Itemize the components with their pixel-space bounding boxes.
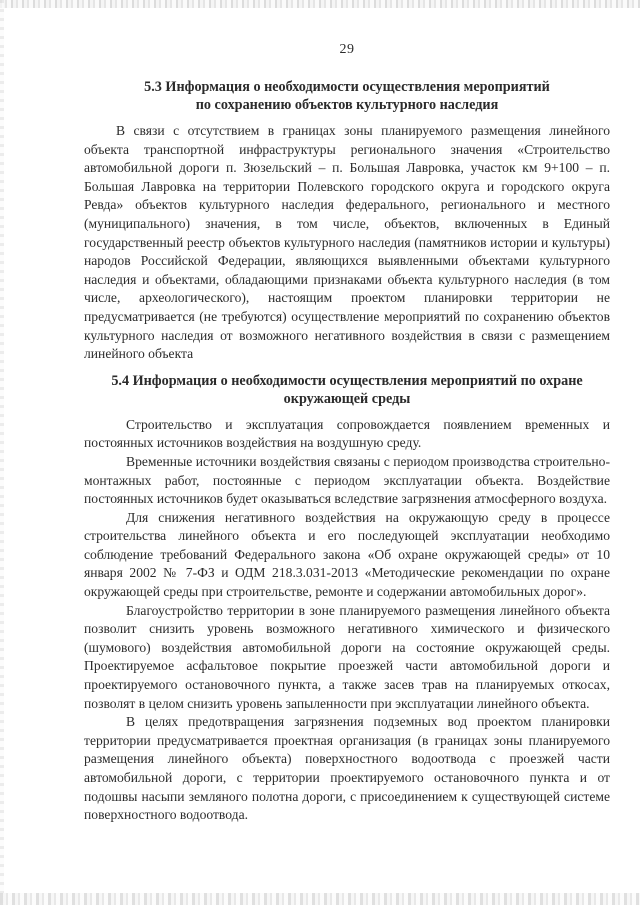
- paragraph: В целях предотвращения загрязнения подземных вод проектом планировки территории предусматривается проектная организация (в границах зоны планируемого размещения линейного объекта) поверхностного водоотвода с проезжей части автомобильной дороги, с территории проектируемого остановочного пункта и от подошвы насыпи земляного полотна дороги, с присоединением к существующей системе поверхностного водоотвода.: [84, 714, 610, 823]
- paragraph: В связи с отсутствием в границах зоны планируемого размещения линейного объекта транспортной инфраструктуры регионального значения «Строительство автомобильной дороги п. Зюзельский – п. Большая Лавровка, участок км 9+100 – п. Большая Лавровка на территории Полевского городского округа и городского округа Ревда» объектов культурного наследия федерального, регионального и местного (муниципального) значения, в том числе, объектов, включенных в Единый государственный реестр объектов культурного наследия (памятников истории и культуры) народов Российской Федерации, являющихся выявленными объектами культурного наследия и объектами, обладающими признаками объекта культурного наследия (в том числе, археологического), настоящим проектом планировки территории не предусматривается (не требуются) осуществление мероприятий по сохранению объектов культурного наследия от возможного негативного воздействия в связи с размещением линейного объекта: [84, 123, 610, 362]
- document-page: [84, 42, 610, 825]
- paragraph: Временные источники воздействия связаны с периодом производства строительно-монтажных работ, постоянные с периодом эксплуатации объекта. Воздействие постоянных источников будет оказываться вследствие загрязнения атмосферного воздуха.: [84, 453, 610, 507]
- paragraph: Строительство и эксплуатация сопровождается появлением временных и постоянных источников воздействия на воздушную среду.: [84, 416, 610, 451]
- section-heading-5-4: [84, 372, 610, 408]
- scan-edge-top: [0, 0, 640, 8]
- scan-edge-left: [0, 0, 4, 905]
- scan-edge-bottom: [0, 893, 640, 905]
- heading-line: окружающей среды: [283, 390, 411, 407]
- heading-line: 5.4 Информация о необходимости осуществления мероприятий по охране: [111, 372, 583, 389]
- heading-line: 5.3 Информация о необходимости осуществления мероприятий: [144, 79, 550, 95]
- paragraph: Благоустройство территории в зоне планируемого размещения линейного объекта позволит снизить уровень возможного негативного химического и физического (шумового) воздействия автомобильной дороги на состояние окружающей среды. Проектируемое асфальтовое покрытие проезжей части автомобильной дороги и проектируемого остановочного пункта, а также засев трав на планируемых откосах, позволят в целом снизить уровень запыленности при эксплуатации линейного объекта.: [84, 602, 610, 711]
- heading-line: по сохранению объектов культурного наследия: [195, 97, 499, 113]
- paragraph: Для снижения негативного воздействия на окружающую среду в процессе строительства линейного объекта и его последующей эксплуатации необходимо соблюдение требований Федерального закона «Об охране окружающей среды» от 10 января 2002 № 7-ФЗ и ОДМ 218.3.031-2013 «Методические рекомендации по охране окружающей среды при строительстве, ремонте и содержании автомобильных дорог».: [84, 509, 610, 600]
- section-heading-5-3: [84, 78, 610, 114]
- page-number: 29: [339, 42, 355, 57]
